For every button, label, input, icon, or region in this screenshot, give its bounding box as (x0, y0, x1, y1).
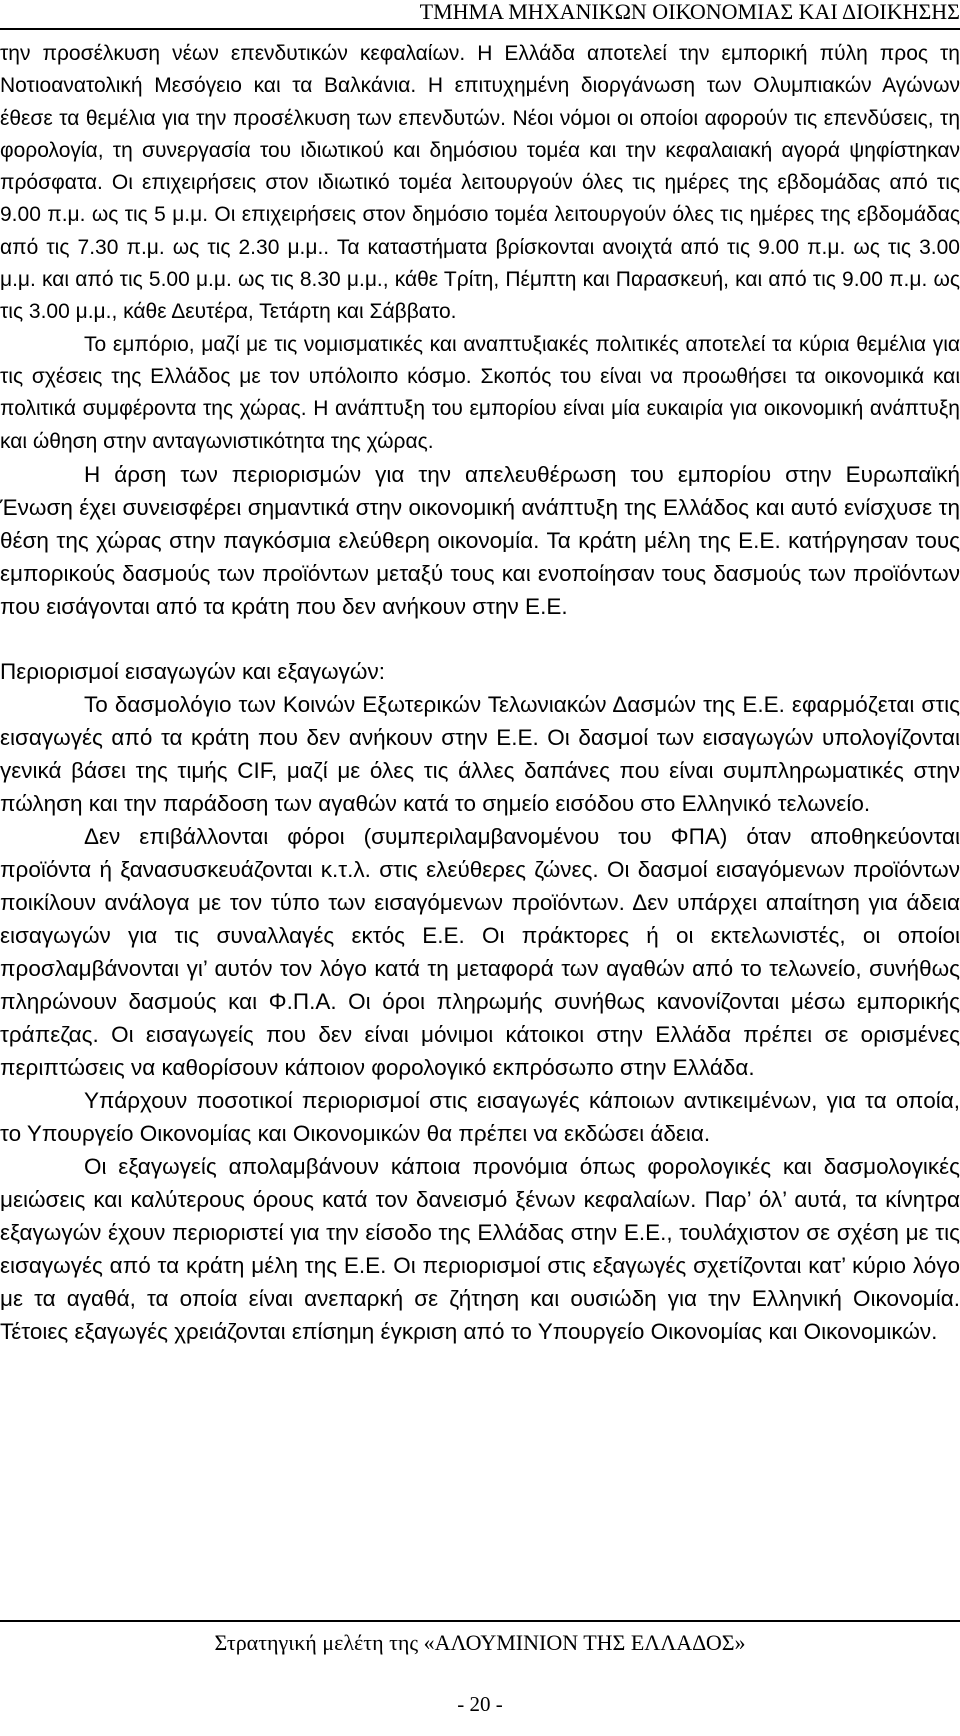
paragraph: Το εμπόριο, μαζί με τις νομισματικές και αναπτυξιακές πολιτικές αποτελεί τα κύρια θεμέλια για τις σχέσεις της Ελλάδος με τον υπόλοιπο κόσμο. Σκοπός του είναι να προωθήσει τα οικονομικά και πολιτικά συμφέροντα της χώρας. Η ανάπτυξη του εμπορίου είναι μία ευκαιρία για οικονομική ανάπτυξη και ώθηση στην ανταγωνιστικότητα της χώρας. (0, 332, 960, 453)
paragraph: Το δασμολόγιο των Κοινών Εξωτερικών Τελωνιακών Δασμών της Ε.Ε. εφαρμόζεται στις εισαγωγές από τα κράτη που δεν ανήκουν στην Ε.Ε. Οι δασμοί των εισαγωγών υπολογίζονται γενικά βάσει της τιμής CIF, μαζί με όλες τις άλλες δαπάνες που είναι συμπληρωματικές στην πώληση και την παράδοση των αγαθών κατά το σημείο εισόδου στο Ελληνικό τελωνείο. (0, 691, 960, 816)
page-number: - 20 - (457, 1692, 503, 1716)
paragraph: Η άρση των περιορισμών για την απελευθέρωση του εμπορίου στην Ευρωπαϊκή Ένωση έχει συνεισφέρει σημαντικά στην οικονομική ανάπτυξη της Ελλάδος και αυτό ενίσχυσε τη θέση της χώρας στην παγκόσμια ελεύθερη οικονομία. Τα κράτη μέλη της Ε.Ε. κατήργησαν τους εμπορικούς δασμούς των προϊόντων μεταξύ τους και ενοποίησαν τους δασμούς των προϊόντων που εισάγονται από τα κράτη που δεν ανήκουν στην Ε.Ε. (0, 461, 960, 619)
document-body (0, 38, 960, 1348)
paragraph: την προσέλκυση νέων επενδυτικών κεφαλαίων. Η Ελλάδα αποτελεί την εμπορική πύλη προς τη Νοτιοανατολική Μεσόγειο και τα Βαλκάνια. Η επιτυχημένη διοργάνωση των Ολυμπιακών Αγώνων έθεσε τα θεμέλια για την προσέλκυση των επενδυτών. Νέοι νόμοι οι οποίοι αφορούν τις επενδύσεις, τη φορολογία, τη συνεργασία του ιδιωτικού και δημόσιου τομέα και την κεφαλαιακή αγορά ψηφίστηκαν πρόσφατα. Οι επιχειρήσεις στον ιδιωτικό τομέα λειτουργούν όλες τις ημέρες της εβδομάδας από τις 9.00 π.μ. ως τις 5 μ.μ. Οι επιχειρήσεις στον δημόσιο τομέα λειτουργούν όλες τις ημέρες της εβδομάδας από τις 7.30 π.μ. ως τις 2.30 μ.μ.. Τα καταστήματα βρίσκονται ανοιχτά από τις 9.00 π.μ. ως τις 3.00 μ.μ. και από τις 5.00 μ.μ. ως τις 8.30 μ.μ., κάθε Τρίτη, Πέμπτη και Παρασκευή, και από τις 9.00 π.μ. ως τις 3.00 μ.μ., κάθε Δευτέρα, Τετάρτη και Σάββατο. (0, 42, 960, 324)
header-title: ΤΜΗΜΑ ΜΗΧΑΝΙΚΩΝ ΟΙΚΟΝΟΜΙΑΣ ΚΑΙ ΔΙΟΙΚΗΣΗΣ (419, 0, 960, 24)
page-header (0, 0, 960, 30)
section-heading: Περιορισμοί εισαγωγών και εξαγωγών: (0, 658, 385, 684)
footer-divider (0, 1620, 960, 1622)
paragraph: Οι εξαγωγείς απολαμβάνουν κάποια προνόμια όπως φορολογικές και δασμολογικές μειώσεις και καλύτερους όρους κατά τον δανεισμό ξένων κεφαλαίων. Παρ’ όλ’ αυτά, τα κίνητρα εξαγωγών έχουν περιοριστεί για την είσοδο της Ελλάδας στην Ε.Ε., τουλάχιστον σε σχέση με τις εισαγωγές από τα κράτη μέλη της Ε.Ε. Οι περιορισμοί στις εξαγωγές σχετίζονται κατ’ κύριο λόγο με τα αγαθά, τα οποία είναι ανεπαρκή σε ζήτηση και ουσιώδη για την Ελληνική Οικονομία. Τέτοιες εξαγωγές χρειάζονται επίσημη έγκριση από το Υπουργείο Οικονομίας και Οικονομικών. (0, 1153, 960, 1344)
footer-title: Στρατηγική μελέτη της «ΑΛΟΥΜΙΝΙΟΝ ΤΗΣ ΕΛΛΑΔΟΣ» (214, 1630, 746, 1655)
paragraph: Υπάρχουν ποσοτικοί περιορισμοί στις εισαγωγές κάποιων αντικειμένων, για τα οποία, το Υπουργείο Οικονομίας και Οικονομικών θα πρέπει να εκδώσει άδεια. (0, 1087, 960, 1146)
paragraph: Δεν επιβάλλονται φόροι (συμπεριλαμβανομένου του ΦΠΑ) όταν αποθηκεύονται προϊόντα ή ξανασυσκευάζονται κ.τ.λ. στις ελεύθερες ζώνες. Οι δασμοί εισαγόμενων προϊόντων ποικίλουν ανάλογα με τον τύπο των εισαγόμενων προϊόντων. Δεν υπάρχει απαίτηση για άδεια εισαγωγών για τις συναλλαγές εκτός Ε.Ε. Οι πράκτορες ή οι εκτελωνιστές, οι οποίοι προσλαμβάνονται γι’ αυτόν τον λόγο κατά τη μεταφορά των αγαθών από το τελωνείο, συνήθως πληρώνουν δασμούς και Φ.Π.Α. Οι όροι πληρωμής συνήθως κανονίζονται μέσω εμπορικής τράπεζας. Οι εισαγωγείς που δεν είναι μόνιμοι κάτοικοι στην Ελλάδα πρέπει σε ορισμένες περιπτώσεις να καθορίσουν κάποιον φορολογικό εκπρόσωπο στην Ελλάδα. (0, 823, 960, 1080)
